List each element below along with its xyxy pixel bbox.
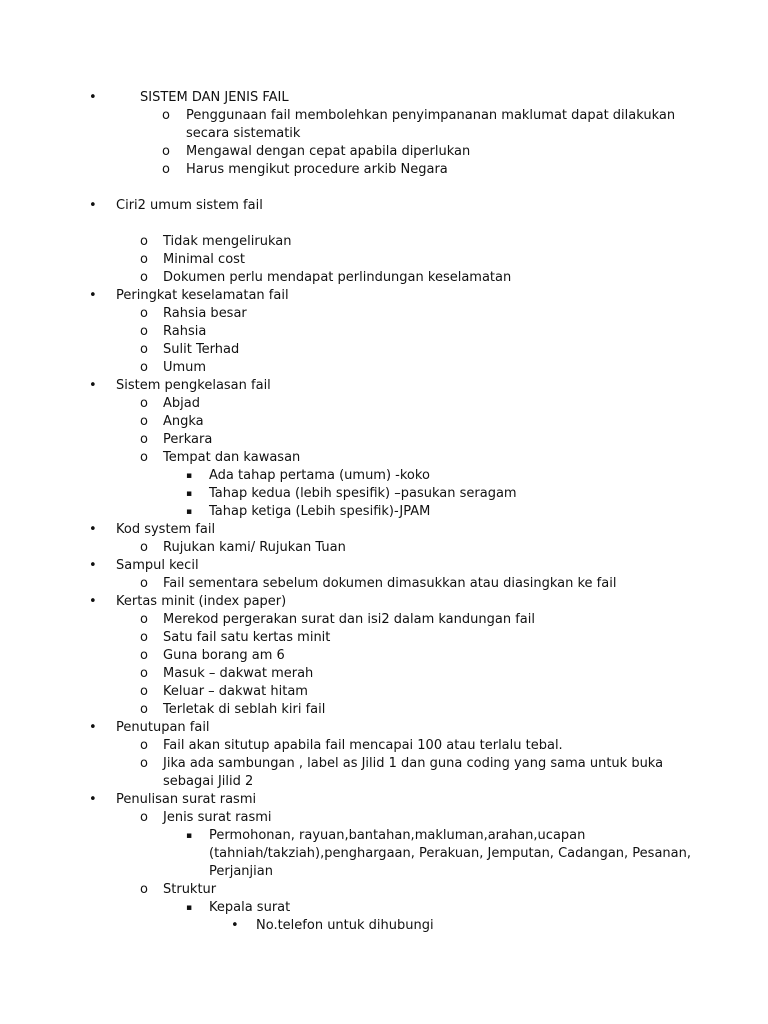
list-item (0, 341, 768, 359)
bullet-circle-icon: o (140, 342, 148, 357)
list-item (0, 719, 768, 737)
list-item (0, 359, 768, 377)
bullet-disc-icon: • (89, 594, 97, 609)
list-item-text: Tempat dan kawasan (163, 450, 301, 465)
list-item-text: Sulit Terhad (163, 342, 240, 357)
bullet-circle-icon: o (140, 684, 148, 699)
list-item (0, 431, 768, 449)
list-item (0, 611, 768, 629)
list-item-text: secara sistematik (186, 126, 301, 141)
list-item (0, 809, 768, 827)
bullet-circle-icon: o (140, 540, 148, 555)
list-item-text: Guna borang am 6 (163, 648, 285, 663)
section-heading: Penulisan surat rasmi (116, 792, 257, 807)
section-heading: Kod system fail (116, 522, 216, 537)
list-item-text: sebagai Jilid 2 (163, 774, 254, 789)
list-item-continuation (0, 125, 768, 143)
list-item-text: Angka (163, 414, 204, 429)
list-item (0, 593, 768, 611)
list-item (0, 287, 768, 305)
section-heading: Peringkat keselamatan fail (116, 288, 289, 303)
bullet-square-icon: ▪ (186, 831, 193, 841)
list-item-text: (tahniah/takziah),penghargaan, Perakuan, Jemputan, Cadangan, Pesanan, (209, 846, 691, 861)
list-item (0, 467, 768, 485)
bullet-disc-icon: • (89, 558, 97, 573)
bullet-circle-icon: o (140, 234, 148, 249)
bullet-disc-icon: • (89, 720, 97, 735)
bullet-square-icon: ▪ (186, 903, 193, 913)
list-item (0, 899, 768, 917)
bullet-circle-icon: o (140, 360, 148, 375)
list-item (0, 521, 768, 539)
list-item-text: Merekod pergerakan surat dan isi2 dalam kandungan fail (163, 612, 535, 627)
list-item (0, 197, 768, 215)
list-item (0, 701, 768, 719)
list-item (0, 233, 768, 251)
list-item (0, 305, 768, 323)
list-item (0, 575, 768, 593)
section-heading: Sampul kecil (116, 558, 199, 573)
list-item-text: Penggunaan fail membolehkan penyimpananan maklumat dapat dilakukan (186, 108, 676, 123)
bullet-circle-icon: o (162, 162, 170, 177)
bullet-square-icon: ▪ (186, 489, 193, 499)
bullet-circle-icon: o (140, 414, 148, 429)
list-item-text: Fail akan situtup apabila fail mencapai 100 atau terlalu tebal. (163, 738, 563, 753)
bullet-circle-icon: o (140, 882, 148, 897)
list-item-continuation (0, 863, 768, 881)
document-page (0, 89, 768, 935)
list-item-text: Dokumen perlu mendapat perlindungan keselamatan (163, 270, 512, 285)
bullet-disc-icon: • (89, 378, 97, 393)
list-item-text: Tidak mengelirukan (163, 234, 292, 249)
bullet-circle-icon: o (140, 756, 148, 771)
list-item (0, 107, 768, 125)
list-item (0, 539, 768, 557)
list-item-text: Abjad (163, 396, 200, 411)
bullet-circle-icon: o (140, 666, 148, 681)
bullet-circle-icon: o (140, 252, 148, 267)
list-item-text: Minimal cost (163, 252, 246, 267)
bullet-circle-icon: o (140, 702, 148, 717)
list-item (0, 323, 768, 341)
list-item-text: Tahap ketiga (Lebih spesifik)-JPAM (209, 504, 431, 519)
bullet-circle-icon: o (140, 306, 148, 321)
bullet-circle-icon: o (140, 324, 148, 339)
list-item-text: Umum (163, 360, 207, 375)
list-item (0, 557, 768, 575)
list-item (0, 881, 768, 899)
bullet-disc-icon: • (89, 90, 97, 105)
bullet-disc-icon: • (89, 288, 97, 303)
list-item-text: Harus mengikut procedure arkib Negara (186, 162, 448, 177)
list-item (0, 791, 768, 809)
list-item (0, 395, 768, 413)
list-item-text: No.telefon untuk dihubungi (256, 918, 434, 933)
section-heading: Penutupan fail (116, 720, 210, 735)
list-item (0, 251, 768, 269)
section-heading: Sistem pengkelasan fail (116, 378, 271, 393)
section-heading: Kertas minit (index paper) (116, 594, 287, 609)
list-item-text: Terletak di seblah kiri fail (163, 702, 326, 717)
list-item-text: Masuk – dakwat merah (163, 666, 314, 681)
list-item (0, 917, 768, 935)
list-item (0, 503, 768, 521)
bullet-circle-icon: o (162, 108, 170, 123)
bullet-circle-icon: o (140, 738, 148, 753)
bullet-circle-icon: o (140, 630, 148, 645)
list-item (0, 143, 768, 161)
section-heading: Ciri2 umum sistem fail (116, 198, 263, 213)
list-item-text: Rahsia (163, 324, 207, 339)
bullet-circle-icon: o (140, 648, 148, 663)
bullet-disc-icon: • (89, 198, 97, 213)
list-item (0, 485, 768, 503)
bullet-circle-icon: o (140, 432, 148, 447)
list-item-text: Rahsia besar (163, 306, 247, 321)
list-item (0, 629, 768, 647)
list-item-text: Satu fail satu kertas minit (163, 630, 331, 645)
bullet-square-icon: ▪ (186, 471, 193, 481)
bullet-circle-icon: o (140, 270, 148, 285)
section-heading: SISTEM DAN JENIS FAIL (140, 90, 289, 105)
list-item-text: Perjanjian (209, 864, 273, 879)
bullet-circle-icon: o (140, 612, 148, 627)
list-item-text: Ada tahap pertama (umum) -koko (209, 468, 430, 483)
bullet-circle-icon: o (140, 576, 148, 591)
list-item-text: Keluar – dakwat hitam (163, 684, 308, 699)
bullet-circle-icon: o (140, 396, 148, 411)
list-item-text: Jenis surat rasmi (163, 810, 272, 825)
list-item-text: Rujukan kami/ Rujukan Tuan (163, 540, 346, 555)
list-item (0, 647, 768, 665)
bullet-disc-icon: • (231, 918, 239, 933)
list-item (0, 755, 768, 773)
list-item-text: Kepala surat (209, 900, 291, 915)
list-item-text: Perkara (163, 432, 213, 447)
list-item (0, 413, 768, 431)
list-item-text: Struktur (163, 882, 217, 897)
bullet-circle-icon: o (162, 144, 170, 159)
list-item-continuation (0, 773, 768, 791)
list-item (0, 269, 768, 287)
list-item (0, 161, 768, 179)
list-item-continuation (0, 845, 768, 863)
list-item (0, 827, 768, 845)
bullet-square-icon: ▪ (186, 507, 193, 517)
list-item (0, 377, 768, 395)
list-item (0, 683, 768, 701)
bullet-circle-icon: o (140, 810, 148, 825)
list-item-text: Jika ada sambungan , label as Jilid 1 dan guna coding yang sama untuk buka (163, 756, 664, 771)
list-item-text: Tahap kedua (lebih spesifik) –pasukan seragam (209, 486, 517, 501)
bullet-circle-icon: o (140, 450, 148, 465)
bullet-disc-icon: • (89, 522, 97, 537)
list-item (0, 665, 768, 683)
list-item-text: Mengawal dengan cepat apabila diperlukan (186, 144, 471, 159)
list-item (0, 89, 768, 107)
bullet-disc-icon: • (89, 792, 97, 807)
list-item (0, 737, 768, 755)
list-item-text: Permohonan, rayuan,bantahan,makluman,arahan,ucapan (209, 828, 586, 843)
list-item-text: Fail sementara sebelum dokumen dimasukkan atau diasingkan ke fail (163, 576, 617, 591)
list-item (0, 449, 768, 467)
